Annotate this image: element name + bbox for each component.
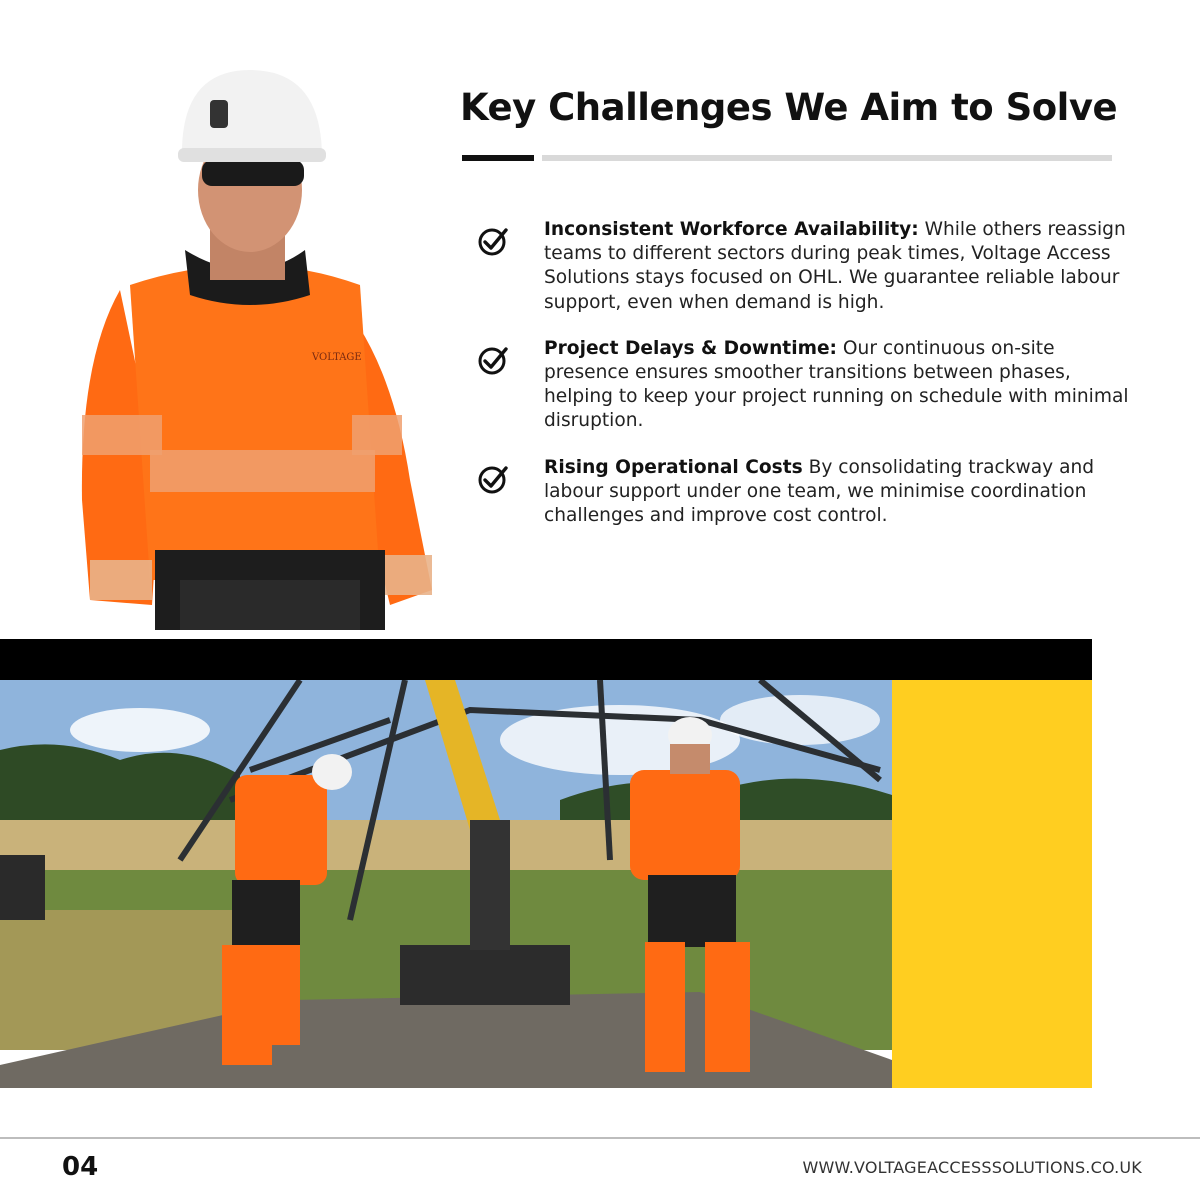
challenge-item-workforce	[470, 218, 1130, 315]
yellow-accent-block	[892, 680, 1092, 1088]
challenge-list	[470, 218, 1130, 550]
challenge-body: By consolidating trackway and labour support under one team, we minimise coordination challenges and improve cost control.	[544, 456, 1095, 527]
challenge-text	[544, 337, 1130, 434]
title-underline-accent	[462, 155, 534, 161]
challenge-item-delays	[470, 337, 1130, 434]
challenge-text	[544, 218, 1130, 315]
worker-portrait-photo	[60, 60, 460, 640]
check-circle-icon	[476, 343, 510, 377]
page-number: 04	[62, 1152, 99, 1182]
challenge-body: While others reassign teams to different sectors during peak times, Voltage Access Solutions stays focused on OHL. We guarantee reliable labour support, even when demand is high.	[544, 219, 1126, 313]
check-circle-icon	[476, 224, 510, 258]
svg-text:VOLTAGE: VOLTAGE	[312, 352, 362, 363]
title-underline	[542, 155, 1112, 161]
challenge-heading: Rising Operational Costs	[544, 456, 803, 478]
site-work-photo	[0, 680, 892, 1088]
challenge-heading: Inconsistent Workforce Availability:	[544, 219, 919, 240]
challenge-item-costs	[470, 456, 1130, 529]
challenge-heading: Project Delays & Downtime:	[544, 337, 837, 359]
check-circle-icon	[476, 462, 510, 496]
footer-divider	[0, 1137, 1200, 1139]
challenge-body: Our continuous on-site presence ensures smoother transitions between phases, helping to keep your project running on schedule with minimal disruption.	[544, 337, 1129, 432]
website-link[interactable]: WWW.VOLTAGEACCESSSOLUTIONS.CO.UK	[802, 1158, 1142, 1177]
page-title: Key Challenges We Aim to Solve	[460, 86, 1118, 129]
black-divider-band	[0, 639, 1092, 680]
challenge-text	[544, 456, 1130, 529]
